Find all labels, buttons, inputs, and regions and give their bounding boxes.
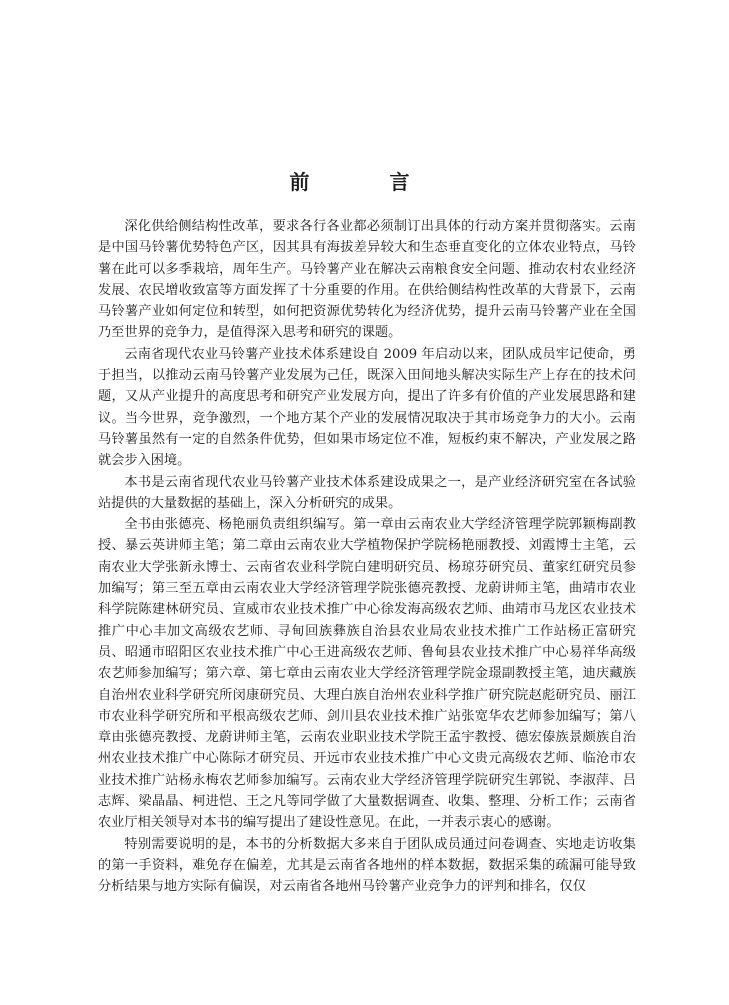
paragraph-4: 全书由张德亮、杨艳丽负责组织编写。第一章由云南农业大学经济管理学院郭颖梅副教授、暴云英讲师主笔；第二章由云南农业大学植物保护学院杨艳丽教授、刘霞博士主笔，云南农业大学张新永博士、云南省农业科学院白建明研究员、杨琼芬研究员、董家红研究员参加编写；第三至五章由云南农业大学经济管理学院张德亮教授、龙蔚讲师主笔，曲靖市农业科学院陈建林研究员、宣威市农业技术推广中心徐发海高级农艺师、曲靖市马龙区农业技术推广中心丰加文高级农艺师、寻甸回族彝族自治县农业局农业技术推广工作站杨正富研究员、昭通市昭阳区农业技术推广中心王进高级农艺师、鲁甸县农业技术推广中心易祥华高级农艺师参加编写；第六章、第七章由云南农业大学经济管理学院金璟副教授主笔，迪庆藏族自治州农业科学研究所闵康研究员、大理白族自治州农业科学推广研究院赵彪研究员、丽江市农业科学研究所和平根高级农艺师、剑川县农业技术推广站张宽华农艺师参加编写；第八章由张德亮教授、龙蔚讲师主笔，云南农业职业技术学院王孟宇教授、德宏傣族景颇族自治州农业技术推广中心陈际才研究员、开远市农业技术推广中心文贵元高级农艺师、临沧市农业技术推广站杨永梅农艺师参加编写。云南农业大学经济管理学院研究生郭锐、李淑萍、吕志辉、梁晶晶、柯进恺、王之凡等同学做了大量数据调查、收集、整理、分析工作；云南省农业厅相关领导对本书的编写提出了建设性意见。在此，一并表示衷心的感谢。 xyxy=(98,517,636,831)
preface-body xyxy=(98,216,636,898)
page-title: 前 言 xyxy=(289,170,440,194)
paragraph-1: 深化供给侧结构性改革，要求各行各业都必须制订出具体的行动方案并贯彻落实。云南是中国马铃薯优势特色产区，因其具有海拔差异较大和生态垂直变化的立体农业特点，马铃薯在此可以多季栽培，周年生产。马铃薯产业在解决云南粮食安全问题、推动农村农业经济发展、农民增收致富等方面发挥了十分重要的作用。在供给侧结构性改革的大背景下，云南马铃薯产业如何定位和转型，如何把资源优势转化为经济优势，提升云南马铃薯产业在全国乃至世界的竞争力，是值得深入思考和研究的课题。 xyxy=(98,219,636,341)
paragraph-3: 本书是云南省现代农业马铃薯产业技术体系建设成果之一，是产业经济研究室在各试验站提供的大量数据的基础上，深入分析研究的成果。 xyxy=(98,474,636,511)
paragraph-2: 云南省现代农业马铃薯产业技术体系建设自 2009 年启动以来，团队成员牢记使命，勇于担当，以推动云南马铃薯产业发展为己任，既深入田间地头解决实际生产上存在的技术问题，又从产业提升的高度思考和研究产业发展方向，提出了许多有价值的产业发展思路和建议。当今世界，竞争激烈，一个地方某个产业的发展情况取决于其市场竞争力的大小。云南马铃薯虽然有一定的自然条件优势，但如果市场定位不准，短板约束不解决，产业发展之路就会步入困境。 xyxy=(98,346,636,469)
paragraph-5: 特别需要说明的是，本书的分析数据大多来自于团队成员通过问卷调查、实地走访收集的第一手资料，难免存在偏差，尤其是云南省各地州的样本数据，数据采集的疏漏可能导致分析结果与地方实际有偏误，对云南省各地州马铃薯产业竞争力的评判和排名，仅仅 xyxy=(98,836,636,895)
